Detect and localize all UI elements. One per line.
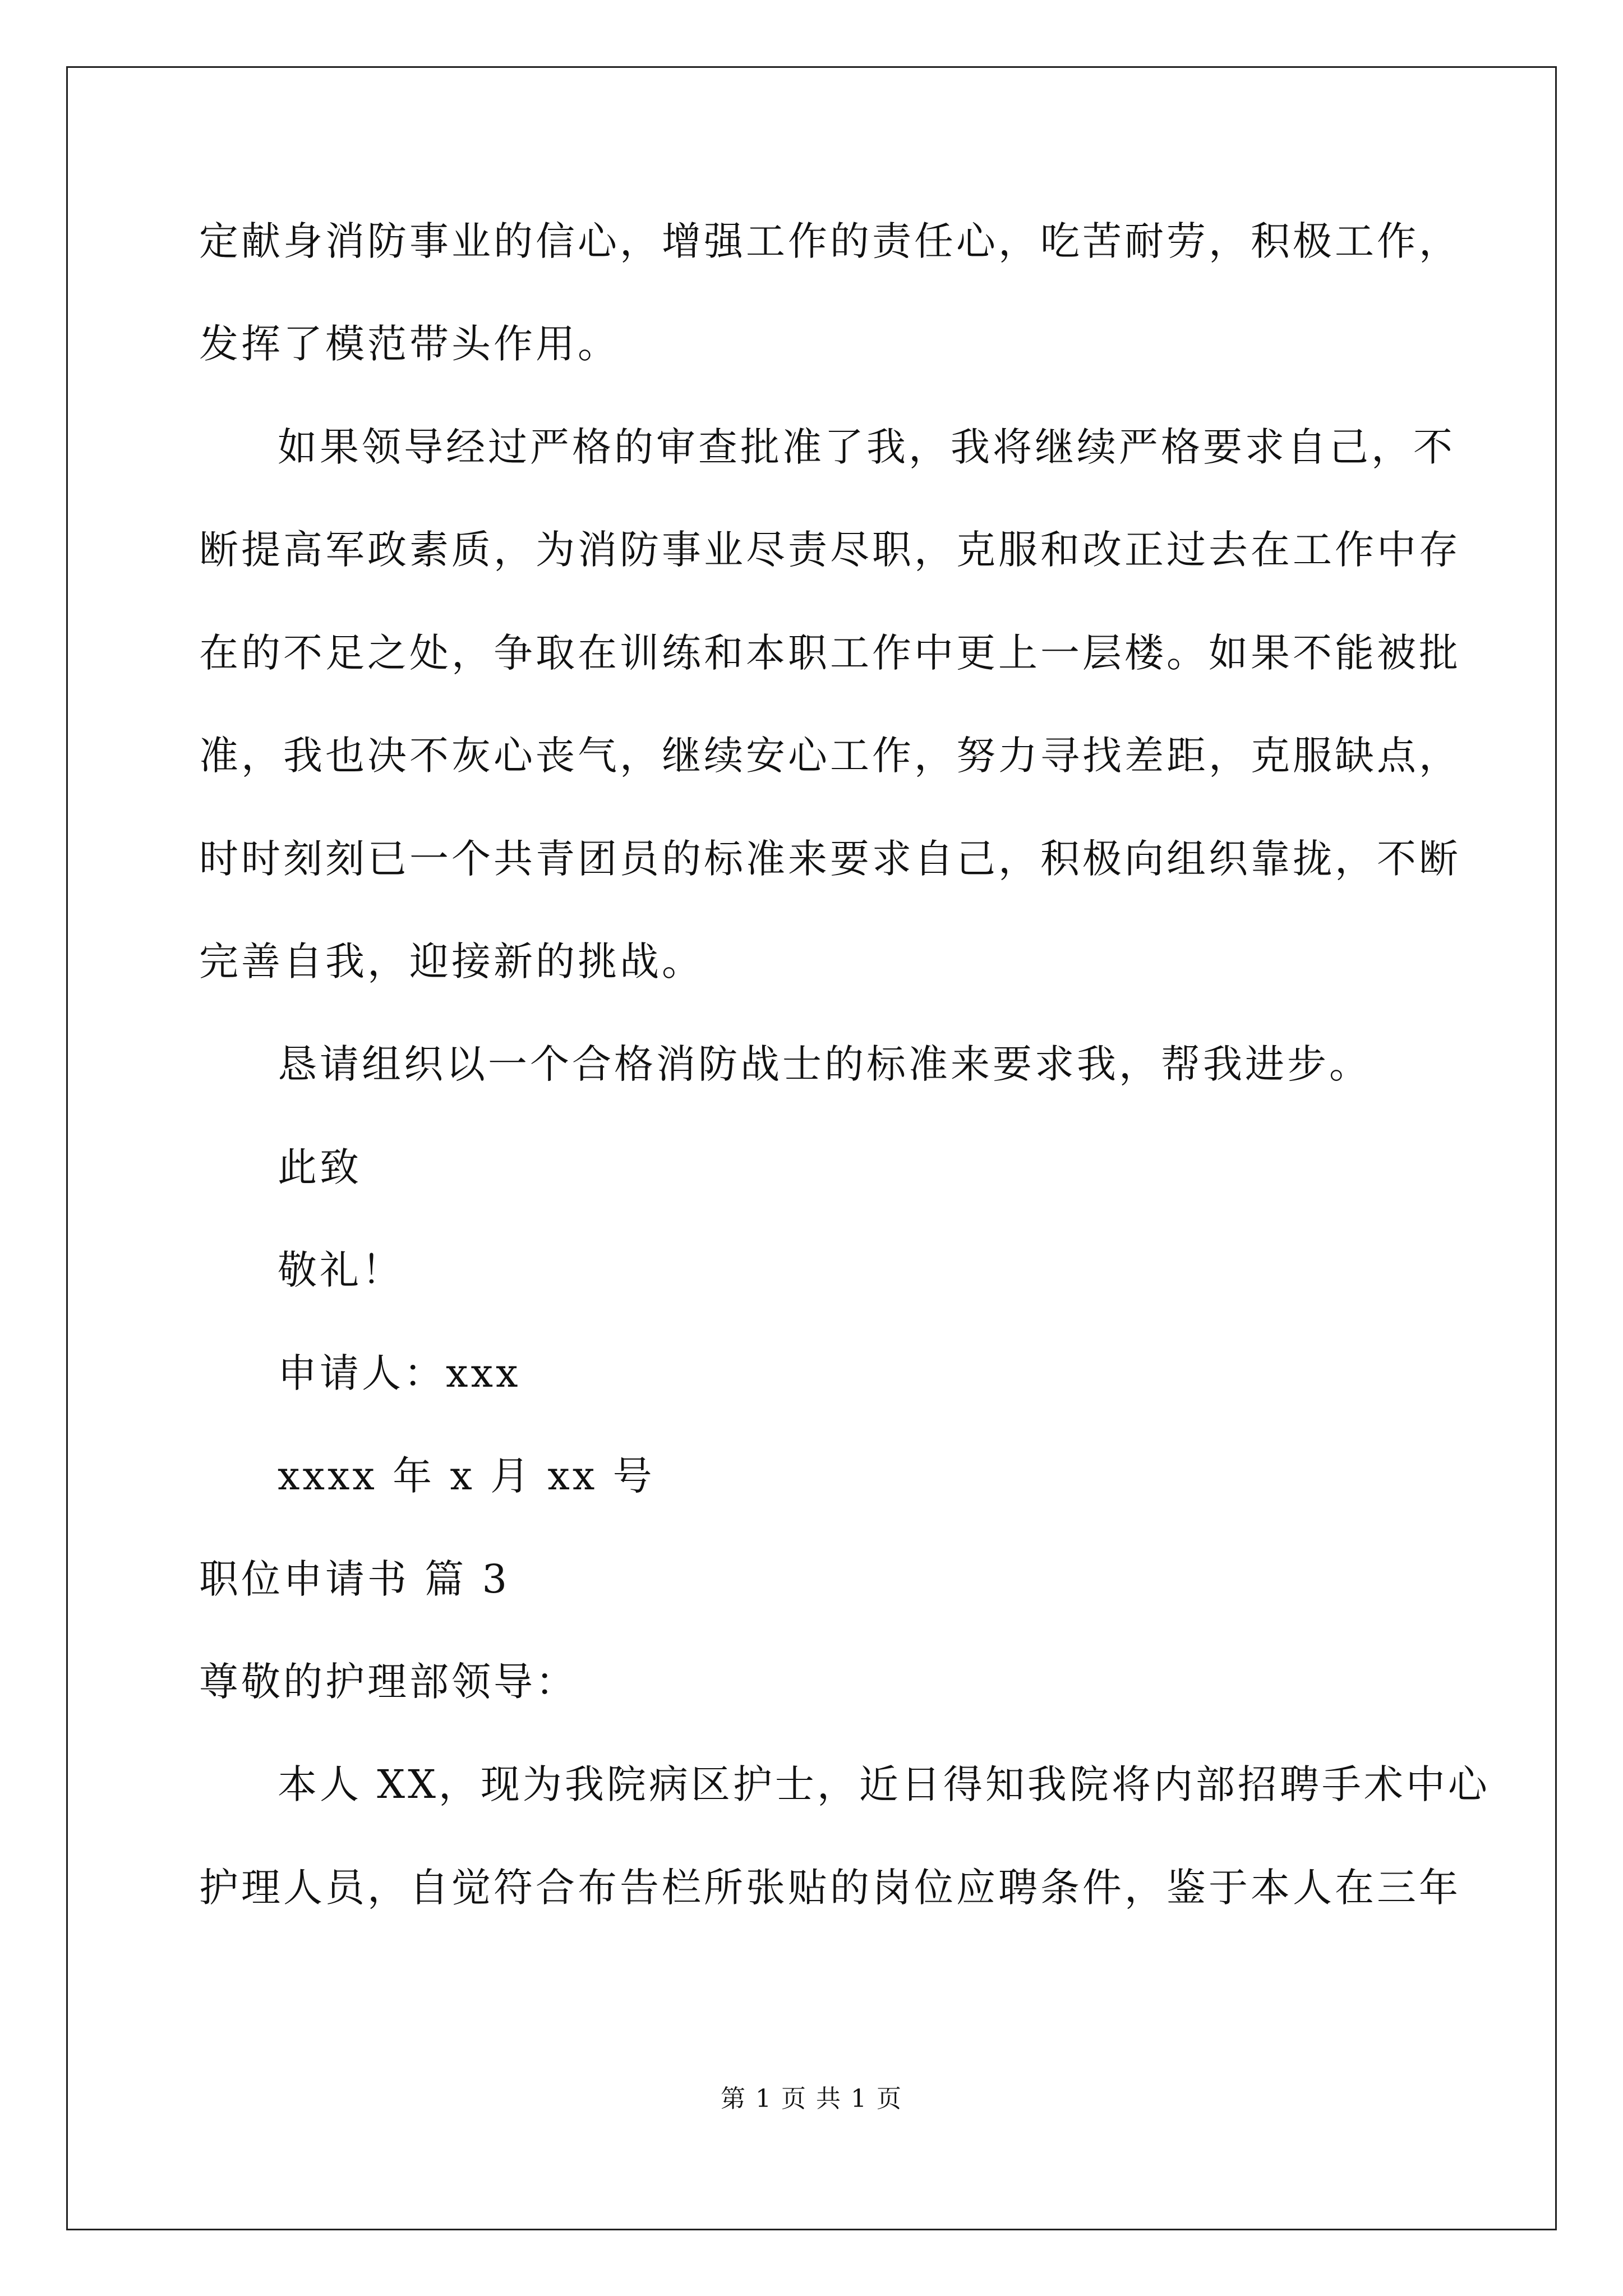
page-footer: 第 1 页 共 1 页 [721,2085,902,2113]
greeting-line: 尊敬的护理部领导： [199,1659,578,1705]
date-line: xxxx 年 x 月 xx 号 [278,1453,655,1499]
text-line: 时时刻刻已一个共青团员的标准来要求自己，积极向组织靠拢，不断 [199,836,1461,882]
text-line: 在的不足之处，争取在训练和本职工作中更上一层楼。如果不能被批 [199,630,1461,676]
applicant-signature: 申请人：xxx [278,1350,521,1396]
text-line: 定献身消防事业的信心，增强工作的责任心，吃苦耐劳，积极工作， [199,218,1461,264]
text-line: 断提高军政素质，为消防事业尽责尽职，克服和改正过去在工作中存 [199,527,1461,573]
salutation-closing: 此致 [278,1144,362,1190]
text-line: 完善自我，迎接新的挑战。 [199,938,704,984]
text-line: 恳请组织以一个合格消防战士的标准来要求我，帮我进步。 [278,1041,1371,1087]
text-line: 护理人员，自觉符合布告栏所张贴的岗位应聘条件，鉴于本人在三年 [199,1865,1461,1911]
salutation-regards: 敬礼！ [278,1247,404,1293]
section-heading: 职位申请书 篇 3 [199,1556,510,1602]
text-line: 如果领导经过严格的审查批准了我，我将继续严格要求自己，不 [278,424,1455,470]
text-line: 准，我也决不灰心丧气，继续安心工作，努力寻找差距，克服缺点， [199,733,1461,779]
text-line: 发挥了模范带头作用。 [199,321,620,367]
text-line: 本人 XX，现为我院病区护士，近日得知我院将内部招聘手术中心 [278,1761,1490,1807]
